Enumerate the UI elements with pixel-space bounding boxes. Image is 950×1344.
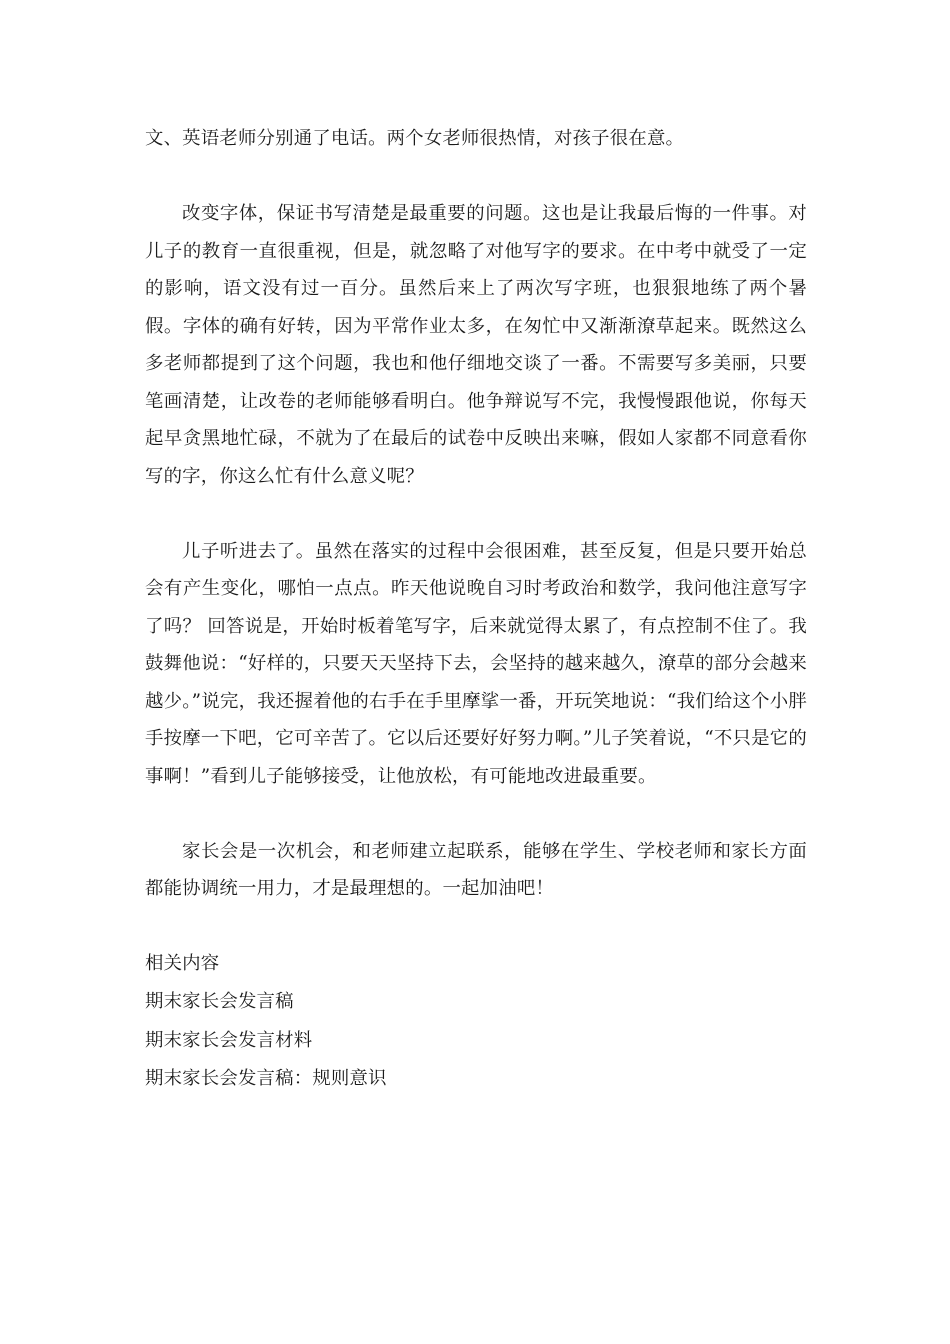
paragraph-son-listened: 儿子听进去了。虽然在落实的过程中会很困难，甚至反复，但是只要开始总会有产生变化，哪怕一点点。昨天他说晚自习时考政治和数学，我问他注意写字了吗？ 回答说是，开始时板着笔写字，后来就觉得太累了，有点控制不住了。我鼓舞他说：“好样的，只要天天坚持下去，会坚持的越来越久，潦草的部分会越来越少。”说完，我还握着他的右手在手里摩挲一番，开玩笑地说：“我们给这个小胖手按摩一下吧，它可辛苦了。它以后还要好好努力啊。”儿子笑着说，“不只是它的事啊！”看到儿子能够接受，让他放松，有可能地改进最重要。: [145, 540, 807, 787]
paragraph-handwriting: 改变字体，保证书写清楚是最重要的问题。这也是让我最后悔的一件事。对儿子的教育一直很重视，但是，就忽略了对他写字的要求。在中考中就受了一定的影响，语文没有过一百分。虽然后来上了两次写字班，也狠狠地练了两个暑假。字体的确有好转，因为平常作业太多，在匆忙中又渐渐潦草起来。既然这么多老师都提到了这个问题，我也和他仔细地交谈了一番。不需要写多美丽，只要笔画清楚，让改卷的老师能够看明白。他争辩说写不完，我慢慢跟他说，你每天起早贪黑地忙碌，不就为了在最后的试卷中反映出来嘛，假如人家都不同意看你写的字，你这么忙有什么意义呢？: [145, 203, 807, 487]
document-body: [145, 120, 807, 1098]
related-link[interactable]: 期末家长会发言材料: [145, 1029, 313, 1051]
related-content-heading: 相关内容: [145, 953, 220, 974]
related-link[interactable]: 期末家长会发言稿：规则意识: [145, 1067, 387, 1089]
related-link[interactable]: 期末家长会发言稿: [145, 991, 294, 1013]
paragraph-parent-meeting: 家长会是一次机会，和老师建立起联系，能够在学生、学校老师和家长方面都能协调统一用力，才是最理想的。一起加油吧！: [145, 840, 807, 899]
paragraph-continuation: 文、英语老师分别通了电话。两个女老师很热情，对孩子很在意。: [145, 128, 685, 149]
related-content-section: [145, 945, 807, 1098]
